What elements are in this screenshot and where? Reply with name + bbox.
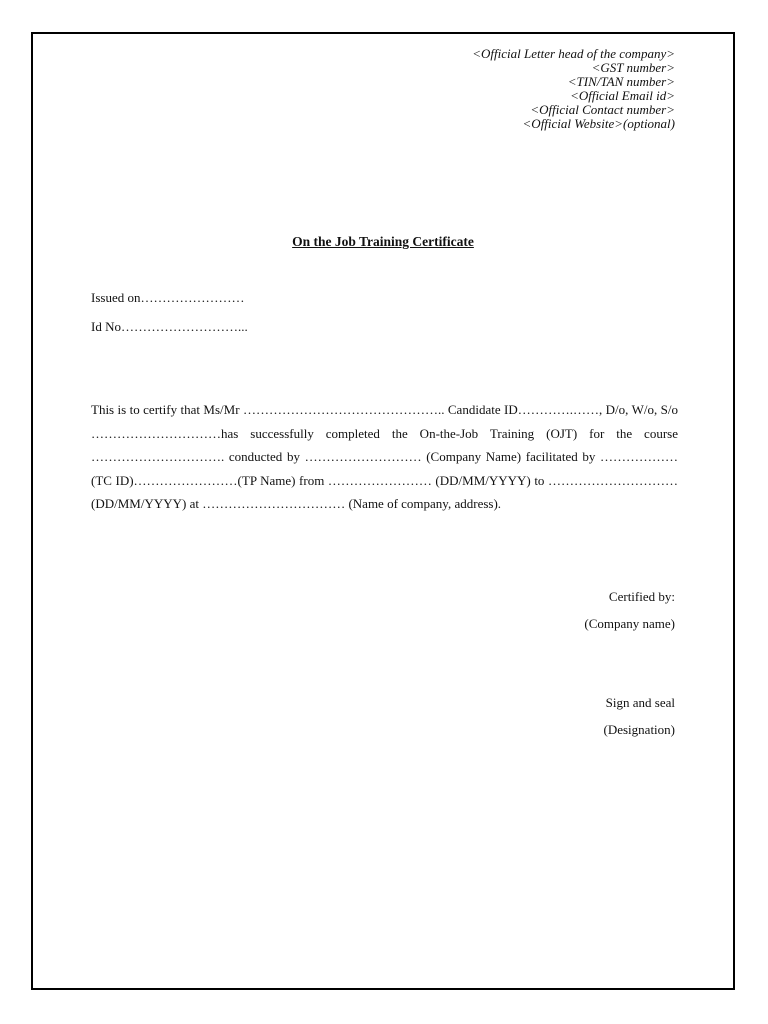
issued-on-line: Issued on…………………… — [91, 290, 245, 305]
letterhead-website: <Official Website>(optional) — [522, 116, 675, 131]
letterhead-gst: <GST number> — [591, 60, 675, 75]
letterhead-company: <Official Letter head of the company> — [472, 46, 675, 61]
letterhead-tin-tan: <TIN/TAN number> — [567, 74, 675, 89]
designation-placeholder: (Designation) — [603, 722, 675, 737]
letterhead-block — [472, 47, 675, 131]
certified-by-label: Certified by: — [608, 589, 675, 604]
certificate-title: On the Job Training Certificate — [292, 234, 474, 249]
id-number-line: Id No………………………... — [91, 319, 248, 334]
certificate-page — [31, 32, 735, 990]
letterhead-email: <Official Email id> — [570, 88, 675, 103]
letterhead-contact: <Official Contact number> — [530, 102, 675, 117]
company-name-placeholder: (Company name) — [584, 616, 675, 631]
certificate-body-paragraph: This is to certify that Ms/Mr ……………………………………….. Candidate ID………….……, D/o, W/o, S/o …………………………has successfully completed the On-the-Job Training (OJT) for the course …………………………. conducted by ……………………… (Company Name) facilitated by ………………(TC ID)……………………(TP Name) from …………………… (DD/MM/YYYY) to ………………………… (DD/MM/YYYY) at …………………………… (Name of company, address). — [91, 402, 678, 512]
sign-and-seal-label: Sign and seal — [605, 695, 675, 710]
